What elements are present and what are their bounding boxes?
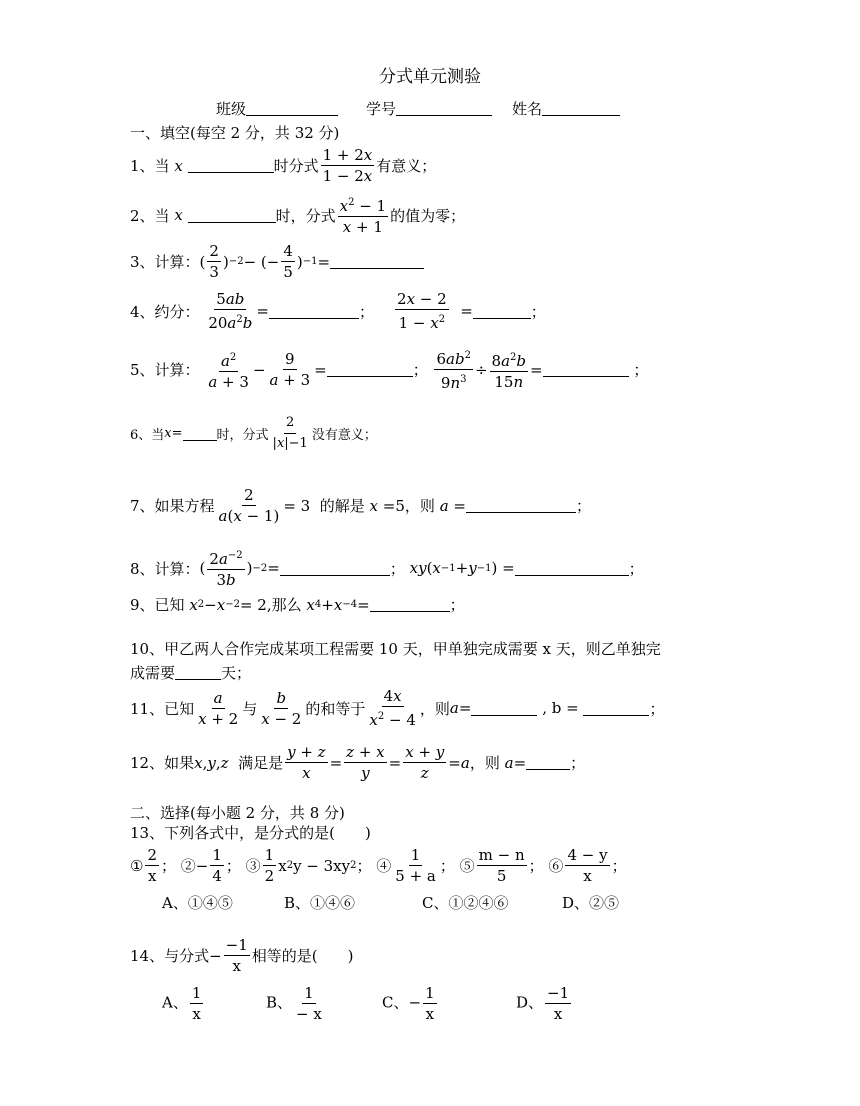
student-id-label: 学号 xyxy=(366,100,397,118)
fraction: $\frac{2}{a(x - 1)}$ xyxy=(218,486,280,525)
fraction: $\frac{a}{x + 2}$ xyxy=(198,688,239,728)
question-13-items: ① $\frac{2}{x}$ ； ②− $\frac{1}{4}$ ； ③ $\frac{1}{2}$ x 2 y − 3xy 2 ； ④ $\frac{1}{5 + a}$ ； ⑤ $\frac{m - n}{5}$ ； ⑥ $\frac{4 - y}{x}$ ； xyxy=(130,846,627,885)
question-7: 7、如果方程 $\frac{2}{a(x - 1)}$ = 3 的解是 x =5，则 a = ； xyxy=(130,486,592,525)
fraction: $\frac{b}{x - 2}$ xyxy=(261,688,302,728)
question-4: 4、约分： $\frac{5ab}{20a^2b}$ = ； $\frac{2x - 2}{1 - x^2}$ = ； xyxy=(130,290,546,332)
question-13-options xyxy=(162,892,619,913)
option-d[interactable]: D、②⑤ xyxy=(562,894,620,912)
fraction: $\frac{2}{3}$ xyxy=(209,242,219,281)
student-id-field[interactable] xyxy=(396,101,492,116)
answer-blank[interactable] xyxy=(269,304,359,319)
question-3: 3、计算： ( $\frac{2}{3}$ ) −2 − (− $\frac{4}{5}$ ) −1 = xyxy=(130,242,424,281)
name-label: 姓名 xyxy=(512,100,543,118)
fraction: $\frac{4x}{x^2 - 4}$ xyxy=(369,687,416,729)
fraction: $\frac{4}{5}$ xyxy=(283,242,293,281)
option-c[interactable]: C、①②④⑥ xyxy=(422,894,509,912)
answer-blank[interactable] xyxy=(175,665,221,680)
answer-blank[interactable] xyxy=(471,701,537,716)
class-field[interactable] xyxy=(246,101,338,116)
option-a[interactable]: A、 $\frac{1}{x}$ xyxy=(162,984,202,1023)
class-label: 班级 xyxy=(216,100,247,118)
name-field[interactable] xyxy=(542,101,620,116)
answer-blank[interactable] xyxy=(327,362,413,377)
answer-blank[interactable] xyxy=(183,426,217,441)
option-b[interactable]: B、①④⑥ xyxy=(284,894,356,912)
fraction: $\frac{m - n}{5}$ xyxy=(478,846,525,885)
fraction: $\frac{1}{4}$ xyxy=(212,846,222,885)
answer-blank[interactable] xyxy=(188,208,276,223)
question-13: 13、下列各式中，是分式的是( ) xyxy=(130,824,371,842)
page-title: 分式单元测验 xyxy=(379,67,481,87)
option-b[interactable]: B、 $\frac{1}{- x}$ xyxy=(266,984,322,1023)
answer-blank[interactable] xyxy=(466,498,576,513)
question-10-cont: 成需要 天； xyxy=(130,664,252,682)
question-12: 12、如果 x , y , z 满足是 $\frac{y + z}{x}$ = $\frac{z + x}{y}$ = $\frac{x + y}{z}$ = a ，则 a = ； xyxy=(130,743,586,782)
option-a[interactable]: A、①④⑤ xyxy=(162,894,233,912)
fraction: $\frac{y + z}{x}$ xyxy=(287,743,326,782)
question-11: 11、已知 $\frac{a}{x + 2}$ 与 $\frac{b}{x - 2}$ 的和等于 $\frac{4x}{x^2 - 4}$ ，则 a = , b = ； xyxy=(130,687,665,729)
fraction: $\frac{1}{2}$ xyxy=(264,846,275,885)
fraction: $\frac{2}{x}$ xyxy=(147,846,157,885)
fraction: $\frac{6ab^2}{9n^3}$ xyxy=(434,347,472,392)
answer-blank[interactable] xyxy=(583,701,649,716)
fraction: $\frac{x + y}{z}$ xyxy=(405,743,445,782)
answer-blank[interactable] xyxy=(330,254,424,269)
fraction: $\frac{2x - 2}{1 - x^2}$ xyxy=(397,290,447,332)
question-2: 2、当 x 时，分式 $\frac{x^2 - 1}{x + 1}$ 的值为零； xyxy=(130,194,465,236)
answer-blank[interactable] xyxy=(370,597,450,612)
question-14: 14、与分式 − $\frac{-1}{x}$ 相等的是( ) xyxy=(130,936,354,975)
option-d[interactable]: D、 $\frac{-1}{x}$ xyxy=(516,984,570,1023)
fraction: $\frac{8a^2b}{15n}$ xyxy=(490,349,528,391)
answer-blank[interactable] xyxy=(188,158,274,173)
answer-blank[interactable] xyxy=(280,561,390,576)
student-info-row xyxy=(216,98,620,119)
fraction: $\frac{1 + 2x}{1 - 2x}$ xyxy=(322,146,373,185)
fraction: $\frac{1}{5 + a}$ xyxy=(395,846,436,885)
question-8: 8、计算： ( $\frac{2a^{-2}}{3b}$ ) −2 = ； xy ( x −1 + y −1 ) = ； xyxy=(130,547,644,589)
fraction: $\frac{z + x}{y}$ xyxy=(346,743,385,782)
fraction: $\frac{-1}{x}$ xyxy=(225,936,248,975)
question-14-options xyxy=(162,984,573,1023)
question-5: 5、计算： $\frac{a^2}{a + 3}$ − $\frac{9}{a + 3}$ = ； $\frac{6ab^2}{9n^3}$ ÷ $\frac{8a^2b}{15n}$ = ； xyxy=(130,347,648,392)
answer-blank[interactable] xyxy=(526,755,570,770)
fraction: $\frac{x^2 - 1}{x + 1}$ xyxy=(338,194,389,236)
answer-blank[interactable] xyxy=(543,362,629,377)
section-1-heading: 一、填空(每空 2 分，共 32 分) xyxy=(130,124,340,142)
fraction: $\frac{a^2}{a + 3}$ xyxy=(206,349,251,391)
question-6: 6、当 x = 时，分式 $\frac{2}{|x|-1}$ 没有意义； xyxy=(130,415,377,451)
answer-blank[interactable] xyxy=(473,304,531,319)
section-2-heading: 二、选择(每小题 2 分，共 8 分) xyxy=(130,804,345,822)
question-1: 1、当 x 时分式 $\frac{1 + 2x}{1 - 2x}$ 有意义； xyxy=(130,146,437,185)
answer-blank[interactable] xyxy=(515,561,629,576)
question-10: 10、甲乙两人合作完成某项工程需要 10 天，甲单独完成需要 x 天，则乙单独完 xyxy=(130,640,661,658)
fraction: $\frac{2}{|x|-1}$ xyxy=(272,415,308,451)
question-9: 9、已知 x 2 − x −2 = 2 ,那么 x 4 + x −4 = ； xyxy=(130,595,465,614)
fraction: $\frac{4 - y}{x}$ xyxy=(567,846,608,885)
option-c[interactable]: C、− $\frac{1}{x}$ xyxy=(382,984,435,1023)
fraction: $\frac{5ab}{20a^2b}$ xyxy=(208,290,253,332)
fraction: $\frac{2a^{-2}}{3b}$ xyxy=(207,547,244,589)
fraction: $\frac{9}{a + 3}$ xyxy=(269,350,311,389)
